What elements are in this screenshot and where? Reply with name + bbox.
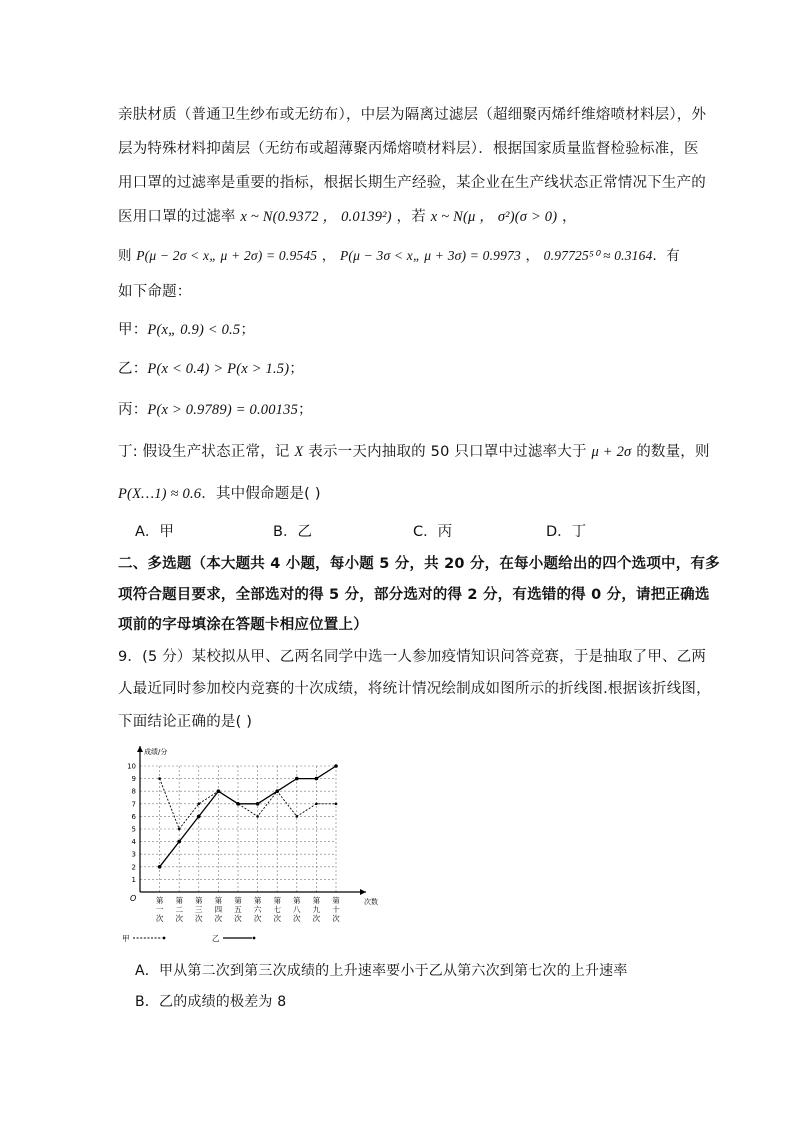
y-axis-arrow [137,746,143,752]
x-tick-label: 九 [312,905,321,914]
formula: X [294,444,304,460]
x-axis-arrow [360,889,366,895]
x-tick-label: 第 [273,896,281,905]
section2-heading-line-1: 二、多选题（本大题共 4 小题，每小题 5 分，共 20 分，在每小题给出的四个选项中，有多 [118,556,720,572]
text: ； [298,402,313,418]
q9-line-3: 下面结论正确的是( ) [118,714,253,730]
formula: P(x„ 0.9) < 0.5 [147,322,241,338]
data-point-乙 [177,840,181,844]
legend-label: 甲 [122,934,130,943]
text: ．有 [652,248,680,264]
text-line-4 [118,205,577,226]
x-tick-label: 第 [195,896,203,905]
text-line-1: 亲肤材质（普通卫生纱布或无纺布），中层为隔离过滤层（超细聚丙烯纤维熔喷材料层），外 [118,107,707,123]
section2-heading-line-2: 项符合题目要求，全部选对的得 5 分，部分选对的得 2 分，有选错的得 0 分，请把正确选 [118,587,710,603]
proposition-jia [118,318,255,339]
data-point-乙 [256,802,260,806]
formula: P(μ − 3σ < x„ μ + 3σ) = 0.9973 [339,248,521,263]
q9-line-1: 9．(5 分）某校拟从甲、乙两名同学中选一人参加疫情知识问答竞赛，于是抽取了甲、乙两 [118,649,707,665]
formula: x ~ N(μ ， σ²)(σ > 0) [430,209,558,225]
x-tick-label: 第 [312,896,321,905]
text: ．其中假命题是( ) [201,486,321,502]
y-tick-label: 7 [131,800,136,809]
text-line-6: 如下命题： [118,284,192,300]
x-tick-label: 二 [175,905,183,914]
data-point-甲 [158,777,161,780]
x-tick-label: 第 [293,896,301,905]
x-tick-label: 次 [253,914,262,923]
label: 丙： [118,402,148,418]
x-tick-label: 第 [332,896,340,905]
text: ， [557,209,577,225]
chart-ticks [127,763,340,924]
x-tick-label: 次 [332,914,340,923]
text-line-2: 层为特殊材料抑菌层（无纺布或超薄聚丙烯熔喷材料层）．根据国家质量监督检验标准，医 [118,141,699,157]
legend-marker [253,937,256,940]
data-point-甲 [256,815,259,818]
y-tick-label: 10 [127,762,136,771]
y-tick-label: 3 [131,850,136,859]
text: ， [520,248,544,264]
x-tick-label: 次 [293,914,301,923]
text: 表示一天内抽取的 50 只口罩中过滤率大于 [303,444,592,460]
text: ； [289,361,304,377]
x-tick-label: 三 [195,905,203,914]
text: 医用口罩的过滤率 [118,209,241,225]
q9-option-a: A．甲从第二次到第三次成绩的上升速率要小于乙从第六次到第七次的上升速率 [135,963,628,979]
text: 则 [118,248,137,264]
formula: μ + 2σ [591,444,632,460]
q9-line-2: 人最近同时参加校内竞赛的十次成绩，将统计情况绘制成如图所示的折线图.根据该折线图， [118,681,711,697]
y-tick-label: 2 [131,863,136,872]
data-point-乙 [236,802,240,806]
chart-legend [122,934,255,943]
text: ； [240,322,256,338]
x-tick-label: 四 [214,905,223,914]
label: 乙： [118,361,148,377]
line-chart [118,742,388,947]
x-tick-label: 第 [253,896,262,905]
origin-label: O [130,894,137,903]
x-tick-label: 十 [332,905,340,914]
text: ，若 [391,209,431,225]
data-point-乙 [217,789,221,793]
x-tick-label: 六 [253,905,262,914]
y-tick-label: 1 [131,875,136,884]
x-tick-label: 第 [214,896,223,905]
chart-grid [140,766,336,892]
x-tick-label: 次 [234,914,242,923]
q8-option-a: A．甲 [135,524,174,540]
proposition-yi [118,357,304,378]
text-line-12 [118,482,321,503]
x-tick-label: 次 [155,914,164,923]
text: ， [317,248,340,264]
data-point-甲 [198,803,201,806]
data-point-乙 [295,777,299,781]
data-point-乙 [158,865,162,869]
formula: P(x > 0.9789) = 0.00135 [147,402,299,418]
data-point-乙 [197,815,201,819]
chart-axes [130,746,378,906]
q9-option-b: B．乙的成绩的极差为 8 [135,994,287,1010]
x-tick-label: 七 [273,905,281,914]
text: 的数量，则 [631,444,710,460]
x-tick-label: 一 [155,905,164,914]
x-tick-label: 次 [195,914,203,923]
y-tick-label: 5 [131,825,136,834]
q8-option-b: B．乙 [273,524,312,540]
data-point-乙 [275,789,279,793]
x-tick-label: 次 [273,914,281,923]
data-point-甲 [178,828,181,831]
y-tick-label: 8 [131,787,136,796]
formula: P(μ − 2σ < x„ μ + 2σ) = 0.9545 [136,248,318,263]
formula: P(X…1) ≈ 0.6 [118,486,202,502]
data-point-甲 [296,815,299,818]
data-point-甲 [315,803,318,806]
text-line-3: 用口罩的过滤率是重要的指标，根据长期生产经验，某企业在生产线状态正常情况下生产的 [118,175,706,191]
text: 丁: 假设生产状态正常，记 [118,444,295,460]
x-tick-label: 第 [175,896,183,905]
proposition-bing [118,398,313,419]
legend-marker [163,937,166,940]
y-axis-label: 成绩/分 [144,748,168,756]
label: 甲： [118,322,148,338]
y-tick-label: 9 [131,775,136,784]
formula: P(x < 0.4) > P(x > 1.5) [147,361,290,377]
y-tick-label: 6 [131,812,136,821]
x-tick-label: 次 [214,914,223,923]
x-tick-label: 第 [155,896,164,905]
section2-heading-line-3: 项前的字母填涂在答题卡相应位置上） [118,617,368,633]
data-point-乙 [315,777,319,781]
x-tick-label: 次 [175,914,183,923]
data-point-乙 [334,764,338,768]
legend-label: 乙 [212,934,220,943]
q8-option-d: D．丁 [546,524,587,540]
x-tick-label: 第 [234,896,242,905]
q8-option-c: C．丙 [413,524,453,540]
data-point-甲 [335,803,338,806]
formula: x ~ N(0.9372 ， 0.0139²) [240,209,392,225]
text-line-5 [118,244,680,264]
x-tick-label: 次 [312,914,321,923]
y-tick-label: 4 [131,838,136,847]
proposition-ding [118,440,710,461]
formula: 0.97725⁵⁰ ≈ 0.3164 [543,248,653,263]
x-axis-label: 次数 [364,898,378,906]
x-tick-label: 八 [293,905,301,914]
x-tick-label: 五 [234,905,242,914]
